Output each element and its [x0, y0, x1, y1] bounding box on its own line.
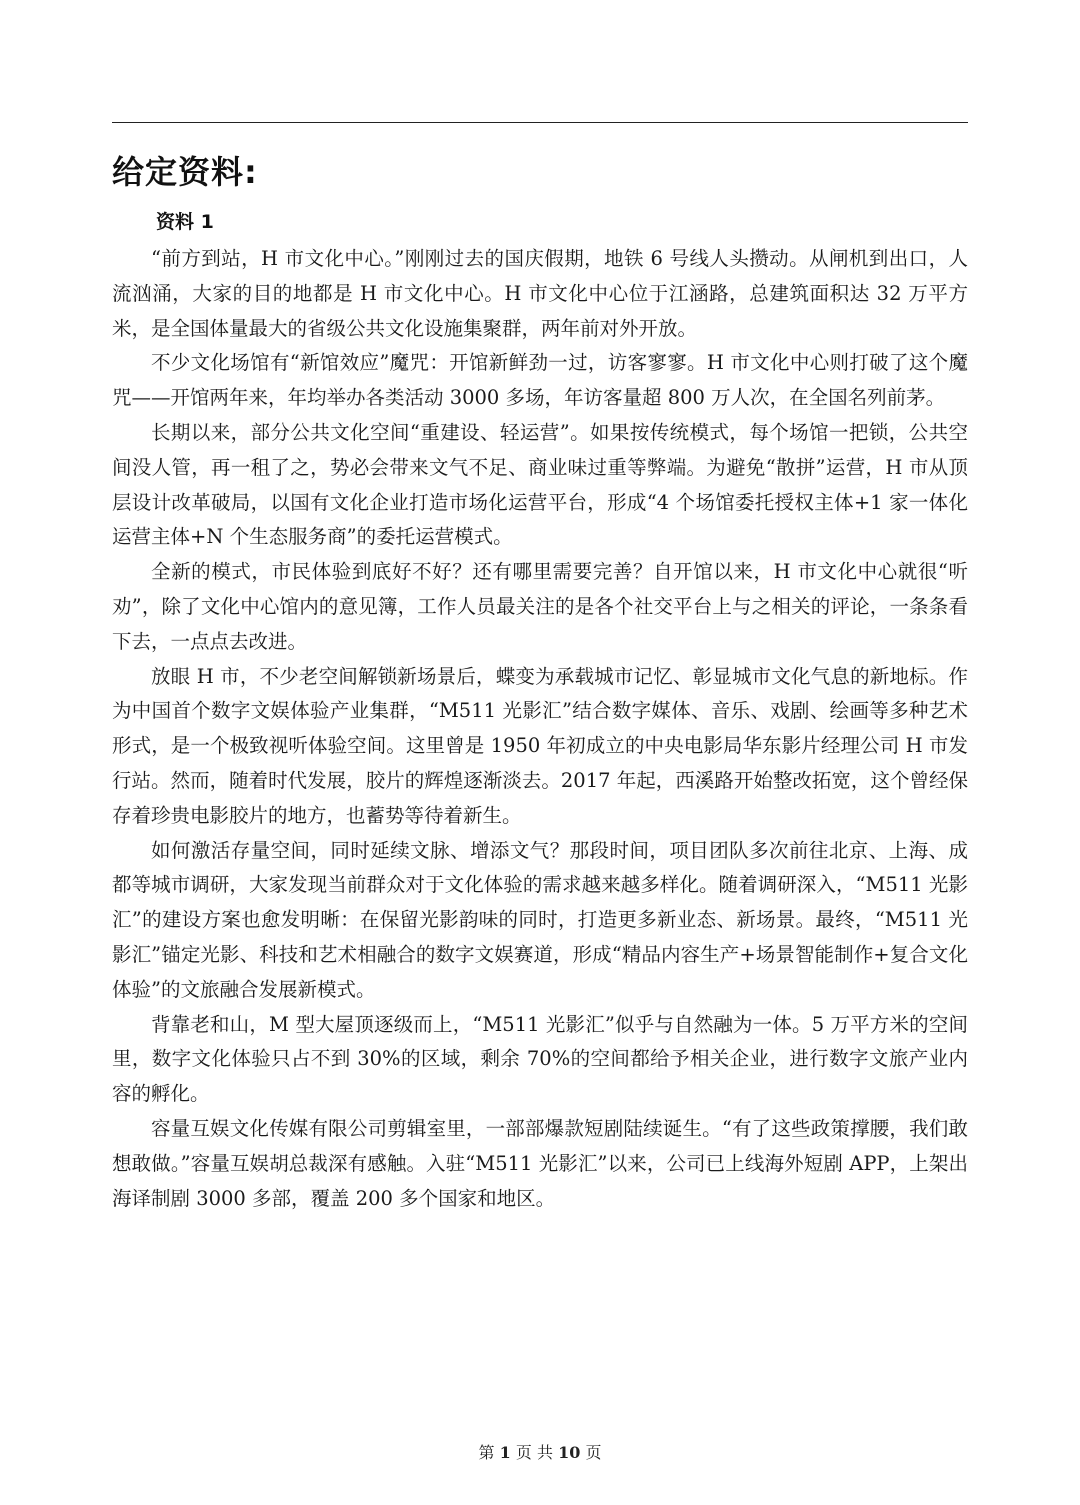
header-rule — [112, 122, 968, 123]
paragraph: 全新的模式，市民体验到底好不好？还有哪里需要完善？自开馆以来，H 市文化中心就很“听劝”，除了文化中心馆内的意见簿，工作人员最关注的是各个社交平台上与之相关的评论，一条条看下去，一点点去改进。 — [112, 560, 968, 653]
paragraph: 容量互娱文化传媒有限公司剪辑室里，一部部爆款短剧陆续诞生。“有了这些政策撑腰，我们敢想敢做。”容量互娱胡总裁深有感触。入驻“M511 光影汇”以来，公司已上线海外短剧 APP，上架出海译制剧 3000 多部，覆盖 200 多个国家和地区。 — [112, 1116, 968, 1210]
footer-suffix: 页 — [585, 1443, 602, 1462]
body-text — [112, 242, 968, 1216]
footer-prefix: 第 — [478, 1443, 495, 1462]
paragraph: 如何激活存量空间，同时延续文脉、增添文气？那段时间，项目团队多次前往北京、上海、成都等城市调研，大家发现当前群众对于文化体验的需求越来越多样化。随着调研深入，“M511 光影汇”的建设方案也愈发明晰：在保留光影韵味的同时，打造更多新业态、新场景。最终，“M511 光影汇”锚定光影、科技和艺术相融合的数字文娱赛道，形成“精品内容生产+场景智能制作+复合文化体验”的文旅融合发展新模式。 — [112, 838, 968, 1001]
page-footer — [0, 1441, 1080, 1465]
current-page-number: 1 — [499, 1443, 511, 1462]
material-subheading: 资料 1 — [156, 211, 214, 233]
paragraph: 不少文化场馆有“新馆效应”魔咒：开馆新鲜劲一过，访客寥寥。H 市文化中心则打破了这个魔咒——开馆两年来，年均举办各类活动 3000 多场，年访客量超 800 万人次，在全国名列前茅。 — [112, 351, 968, 410]
paragraph: 放眼 H 市，不少老空间解锁新场景后，蝶变为承载城市记忆、彰显城市文化气息的新地标。作为中国首个数字文娱体验产业集群，“M511 光影汇”结合数字媒体、音乐、戏剧、绘画等多种艺术形式，是一个极致视听体验空间。这里曾是 1950 年初成立的中央电影局华东影片经理公司 H 市发行站。然而，随着时代发展，胶片的辉煌逐渐淡去。2017 年起，西溪路开始整改拓宽，这个曾经保存着珍贵电影胶片的地方，也蓄势等待着新生。 — [112, 664, 968, 827]
paragraph: 背靠老和山，M 型大屋顶逐级而上，“M511 光影汇”似乎与自然融为一体。5 万平方米的空间里，数字文化体验只占不到 30%的区域，剩余 70%的空间都给予相关企业，进行数字文旅产业内容的孵化。 — [112, 1012, 968, 1106]
total-pages-number: 10 — [558, 1443, 581, 1462]
footer-middle: 页 共 — [515, 1443, 553, 1462]
paragraph: “前方到站，H 市文化中心。”刚刚过去的国庆假期，地铁 6 号线人头攒动。从闸机到出口，人流汹涌，大家的目的地都是 H 市文化中心。H 市文化中心位于江涵路，总建筑面积达 32 万平方米，是全国体量最大的省级公共文化设施集聚群，两年前对外开放。 — [112, 247, 968, 340]
section-heading: 给定资料: — [112, 153, 258, 191]
paragraph: 长期以来，部分公共文化空间“重建设、轻运营”。如果按传统模式，每个场馆一把锁，公共空间没人管，再一租了之，势必会带来文气不足、商业味过重等弊端。为避免“散拼”运营，H 市从顶层设计改革破局，以国有文化企业打造市场化运营平台，形成“4 个场馆委托授权主体+1 家一体化运营主体+N 个生态服务商”的委托运营模式。 — [112, 420, 968, 549]
